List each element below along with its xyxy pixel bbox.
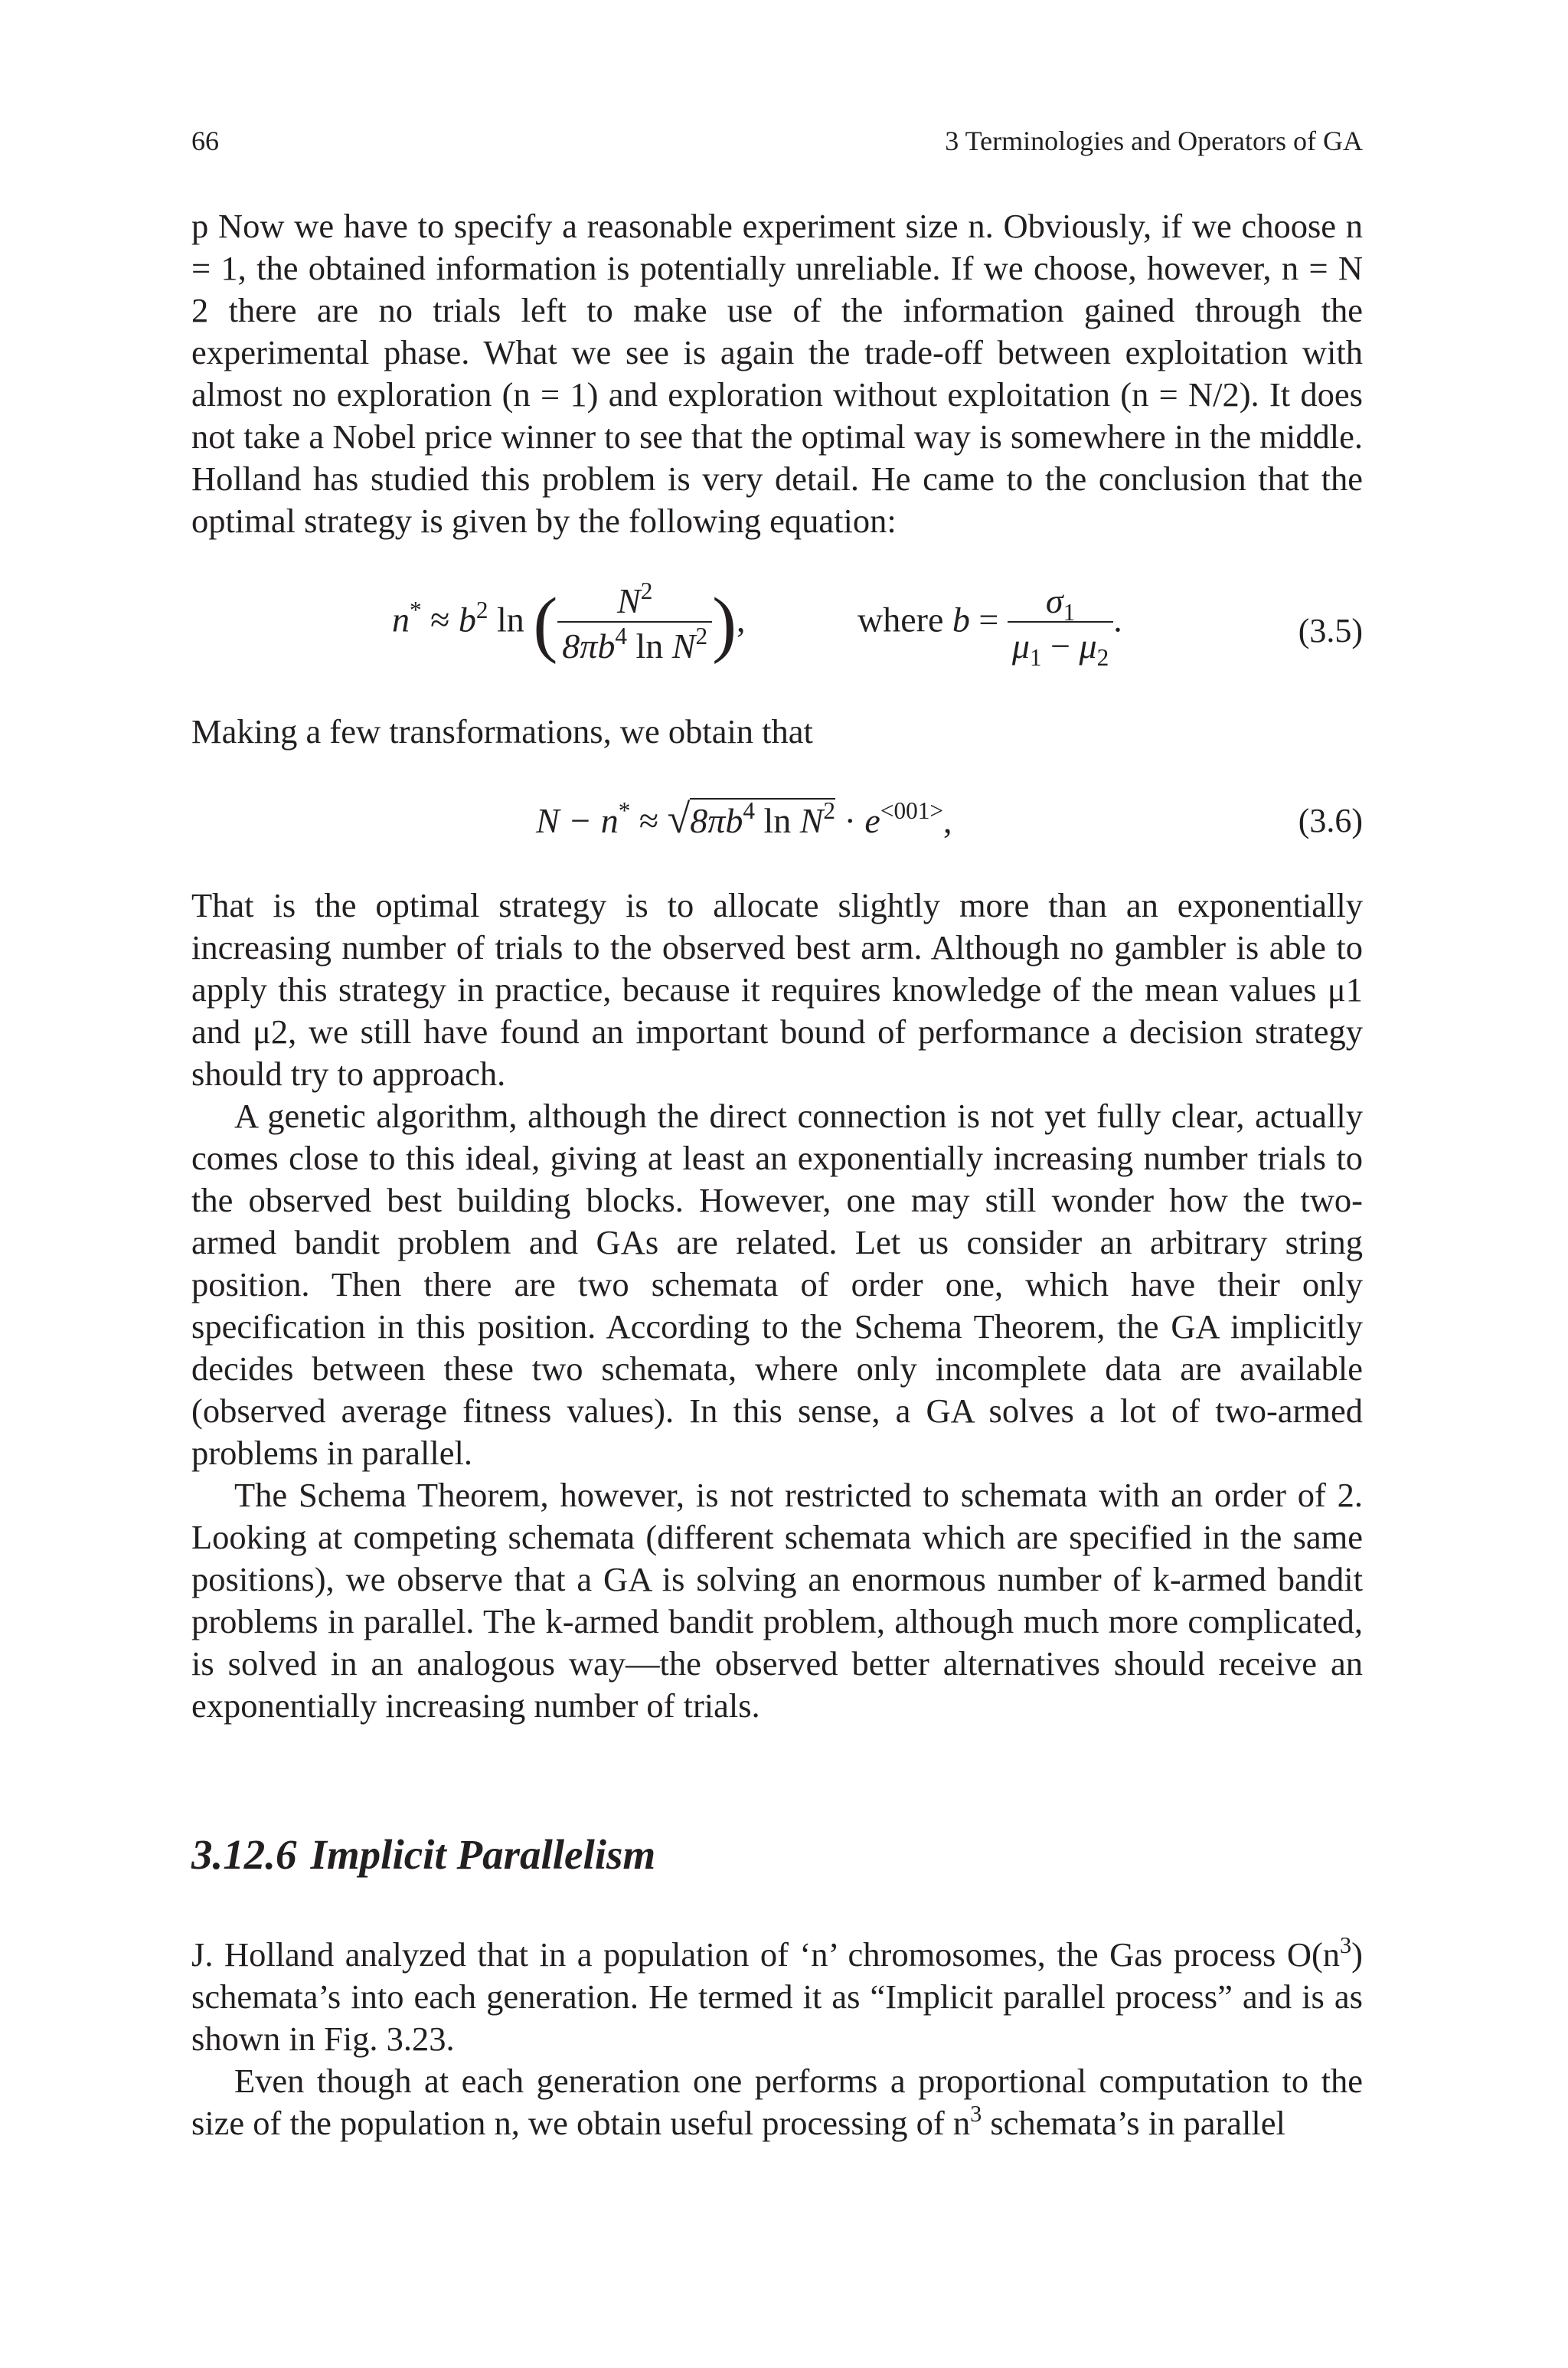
fraction-sigma-over-mu: $\frac{\sigma_1}{\mu_1 - \mu_2}$ <box>1008 581 1113 666</box>
equation-3-6 <box>191 789 1363 850</box>
section-heading <box>191 1830 669 1879</box>
equation-3-5-body: $n^* \approx b^2$ ln ( $\frac{N^2}{8\pi b^4 \ln N^2}$ ), <box>392 577 746 666</box>
fraction-n-squared: $\frac{N^2}{8\pi b^4 \ln N^2}$ <box>557 581 712 666</box>
equation-3-5 <box>191 577 1363 695</box>
equation-number-3-5: (3.5) <box>1298 612 1363 649</box>
page-number: 66 <box>191 126 219 156</box>
equation-number-3-6: (3.6) <box>1298 802 1363 839</box>
section-number: 3.12.6 <box>191 1831 297 1878</box>
paragraph-transformations: Making a few transformations, we obtain that <box>191 712 813 751</box>
paragraph-genetic-algorithm: A genetic algorithm, although the direct connection is not yet fully clear, actually comes close to this ideal, giving at least an exponentially increasing number trials to the observed best building blocks. However, one may still wonder how the two-armed bandit problem and GAs are related. Let us consider an arbitrary string position. Then there are two schemata of order one, which have their only specification in this position. According to the Schema Theorem, the GA implicitly decides between these two schemata, where only incomplete data are available (observed average fitness values). In this sense, a GA solves a lot of two-armed problems in parallel. <box>191 1097 1363 1472</box>
paragraph-schema-theorem: The Schema Theorem, however, is not restricted to schemata with an order of 2. Looking at competing schemata (different schemata which are specified in the same positions), we observe that a GA is solving an enormous number of k-armed bandit problems in parallel. The k-armed bandit problem, although much more complicated, is solved in an analogous way—the observed better alternatives should receive an exponentially increasing number of trials. <box>191 1476 1363 1725</box>
equation-3-6-body: $N - n^* \approx √8\pi b^4$ $\ln N^2 \cdot e^{<001>}$, <box>536 796 952 842</box>
equation-3-5-where: where b = $\frac{\sigma_1}{\mu_1 - \mu_2}$ . <box>858 581 1122 672</box>
paragraph-holland-analysis: J. Holland analyzed that in a population of ‘n’ chromosomes, the Gas process $O(n^3)$ schemata’s into each generation. He termed it as “Implicit parallel process” and is as shown in Fig. 3.23. <box>191 1931 1363 2058</box>
paragraph-optimal-strategy: That is the optimal strategy is to allocate slightly more than an exponentially increasing number of trials to the observed best arm. Although no gambler is able to apply this strategy in practice, because it requires knowledge of the mean values μ1 and μ2, we still have found an important bound of performance a decision strategy should try to approach. <box>191 886 1363 1093</box>
radicand: $8\pi b^4$ $\ln N^2$ <box>690 797 836 840</box>
paragraph-experiment-size: p Now we have to specify a reasonable experiment size n. Obviously, if we choose n = 1, the obtained information is potentially unreliable. If we choose, however, n = N 2 there are no trials left to make use of the information gained through the experimental phase. What we see is again the trade-off between exploitation with almost no exploration (n = 1) and exploration without exploitation (n = N/2). It does not take a Nobel price winner to see that the optimal way is somewhere in the middle. Holland has studied this problem is very detail. He came to the conclusion that the optimal strategy is given by the following equation: <box>191 207 1363 540</box>
paragraph-proportional-computation: Even though at each generation one performs a proportional computation to the size of the population n, we obtain useful processing of $n^3$ schemata’s in parallel <box>191 2062 1363 2142</box>
section-title: Implicit Parallelism <box>310 1831 656 1878</box>
chapter-title: 3 Terminologies and Operators of GA <box>945 126 1363 156</box>
